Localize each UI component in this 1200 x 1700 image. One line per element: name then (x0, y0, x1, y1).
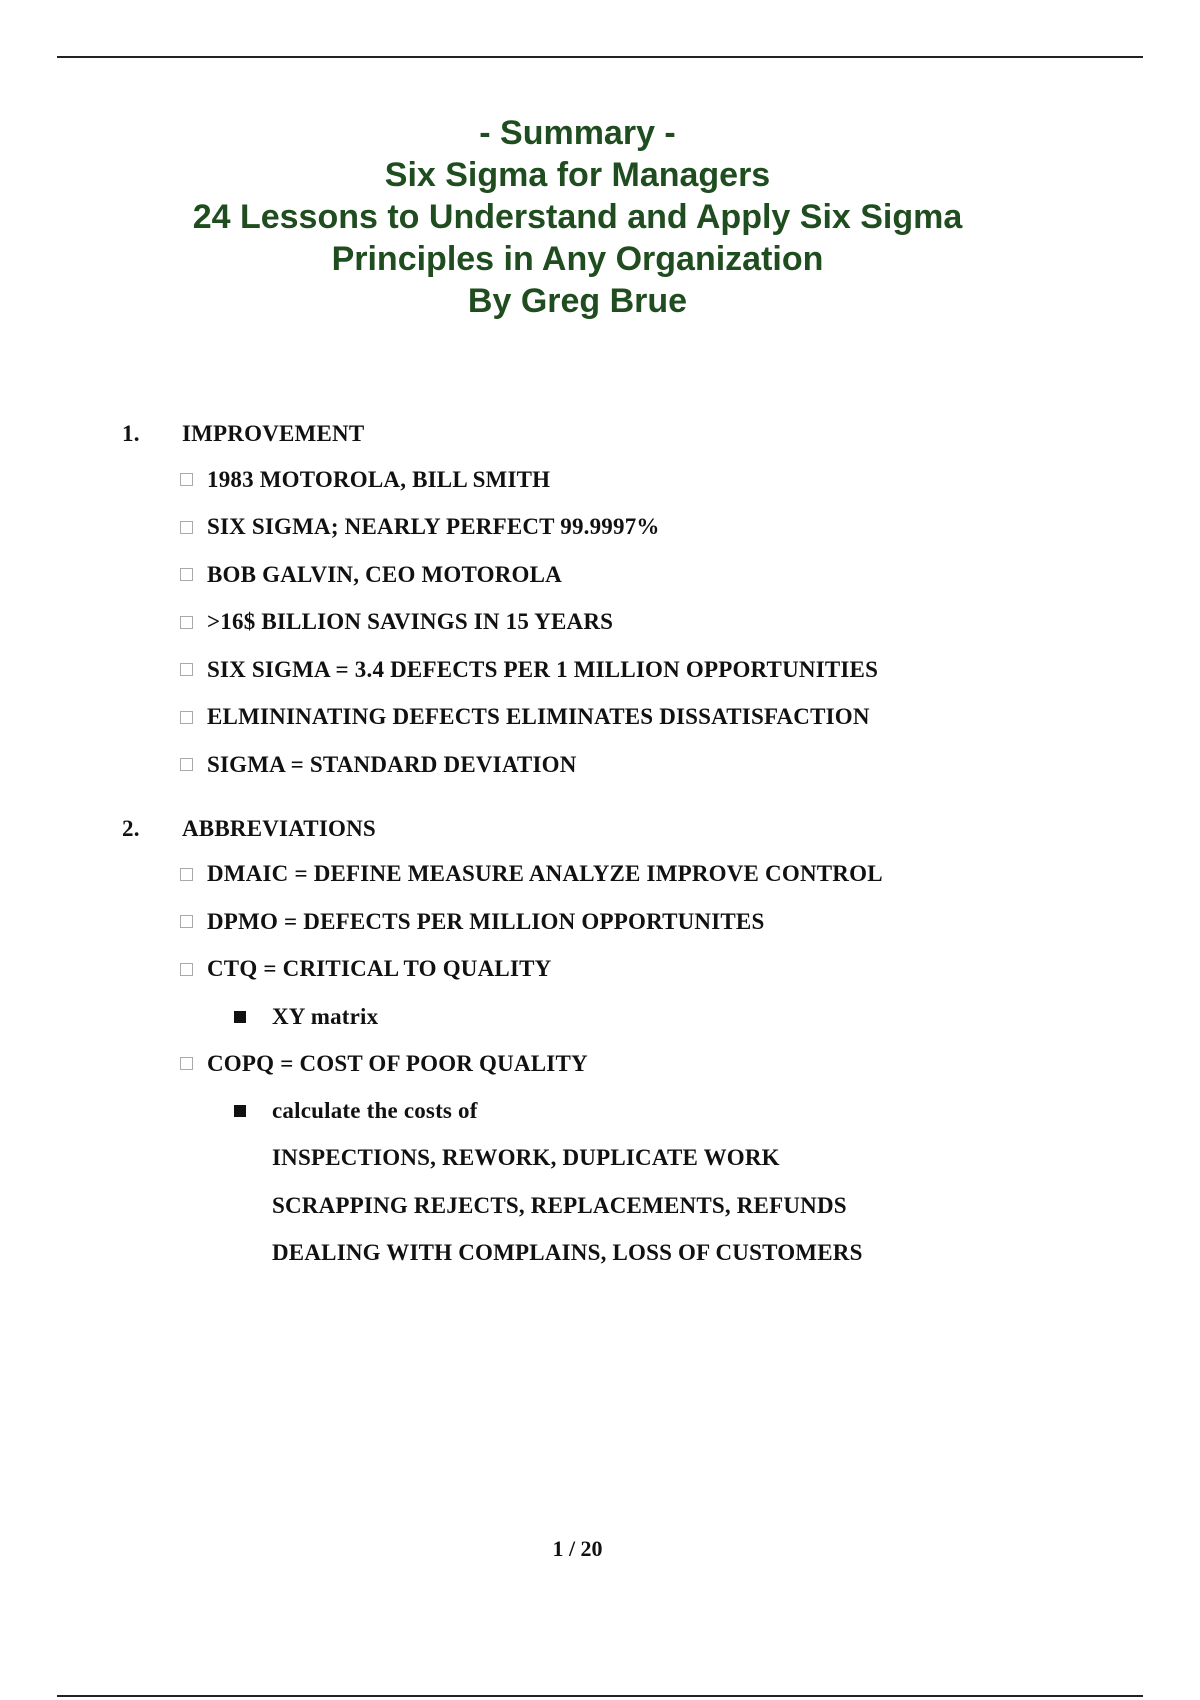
checkbox-bullet-icon (180, 521, 193, 534)
page-number: 1 / 20 (552, 1536, 603, 1561)
list-item-text: 1983 MOTOROLA, BILL SMITH (207, 466, 551, 492)
checkbox-bullet-icon (180, 711, 193, 724)
checkbox-bullet-icon (180, 868, 193, 881)
list-item-text: DPMO = DEFECTS PER MILLION OPPORTUNITES (207, 908, 765, 934)
list-item-text: SIX SIGMA = 3.4 DEFECTS PER 1 MILLION OPPORTUNITIES (207, 656, 879, 682)
continuation-line: SCRAPPING REJECTS, REPLACEMENTS, REFUNDS (272, 1192, 847, 1218)
section-improvement (122, 412, 1122, 789)
list-item (180, 694, 1122, 742)
checkbox-bullet-icon (180, 963, 193, 976)
title-line: Principles in Any Organization (331, 240, 824, 278)
title-line: - Summary - (479, 114, 676, 152)
document-body (122, 412, 1122, 1295)
sub-list-item (234, 1088, 1122, 1135)
document-title (0, 112, 1155, 322)
list-item-text: >16$ BILLION SAVINGS IN 15 YEARS (207, 609, 614, 635)
section-number: 1. (122, 421, 140, 446)
list-item (180, 946, 1122, 994)
checkbox-bullet-icon (180, 568, 193, 581)
checkbox-bullet-icon (180, 1057, 193, 1070)
bottom-rule (57, 1695, 1143, 1697)
list-item-text: SIX SIGMA; NEARLY PERFECT 99.9997% (207, 514, 660, 540)
list-item (180, 741, 1122, 789)
continuation-line: INSPECTIONS, REWORK, DUPLICATE WORK (272, 1145, 780, 1171)
section-abbreviations (122, 807, 1122, 1278)
section-title: ABBREVIATIONS (182, 815, 376, 841)
checkbox-bullet-icon (180, 663, 193, 676)
list-item (180, 551, 1122, 599)
list-item-text: ELMININATING DEFECTS ELIMINATES DISSATISFACTION (207, 704, 870, 730)
checkbox-bullet-icon (180, 473, 193, 486)
list-item-text: CTQ = CRITICAL TO QUALITY (207, 956, 552, 982)
title-line: 24 Lessons to Understand and Apply Six Sigma (192, 198, 963, 236)
title-line: Six Sigma for Managers (384, 156, 771, 194)
sub-list-item (234, 993, 1122, 1040)
section-title: IMPROVEMENT (182, 421, 365, 446)
section-number: 2. (122, 815, 140, 841)
sub-list-item-text: XY matrix (272, 1003, 379, 1029)
list-item (180, 1040, 1122, 1088)
list-item-text: SIGMA = STANDARD DEVIATION (207, 751, 577, 777)
top-rule (57, 56, 1143, 58)
checkbox-bullet-icon (180, 758, 193, 771)
list-item (180, 898, 1122, 946)
square-bullet-icon (234, 1011, 246, 1023)
list-item (180, 851, 1122, 899)
list-item-text: COPQ = COST OF POOR QUALITY (207, 1050, 588, 1076)
section-heading (122, 412, 1122, 456)
square-bullet-icon (234, 1105, 246, 1117)
checkbox-bullet-icon (180, 915, 193, 928)
continuation-line: DEALING WITH COMPLAINS, LOSS OF CUSTOMERS (272, 1240, 863, 1266)
list-item (180, 456, 1122, 504)
sub-list-item-text: calculate the costs of (272, 1098, 478, 1123)
section-heading (122, 807, 1122, 851)
title-line: By Greg Brue (467, 282, 688, 320)
list-item-text: BOB GALVIN, CEO MOTOROLA (207, 561, 562, 587)
list-item (180, 504, 1122, 552)
list-item (180, 646, 1122, 694)
list-item (180, 599, 1122, 647)
list-item-text: DMAIC = DEFINE MEASURE ANALYZE IMPROVE CONTROL (207, 861, 883, 887)
checkbox-bullet-icon (180, 616, 193, 629)
